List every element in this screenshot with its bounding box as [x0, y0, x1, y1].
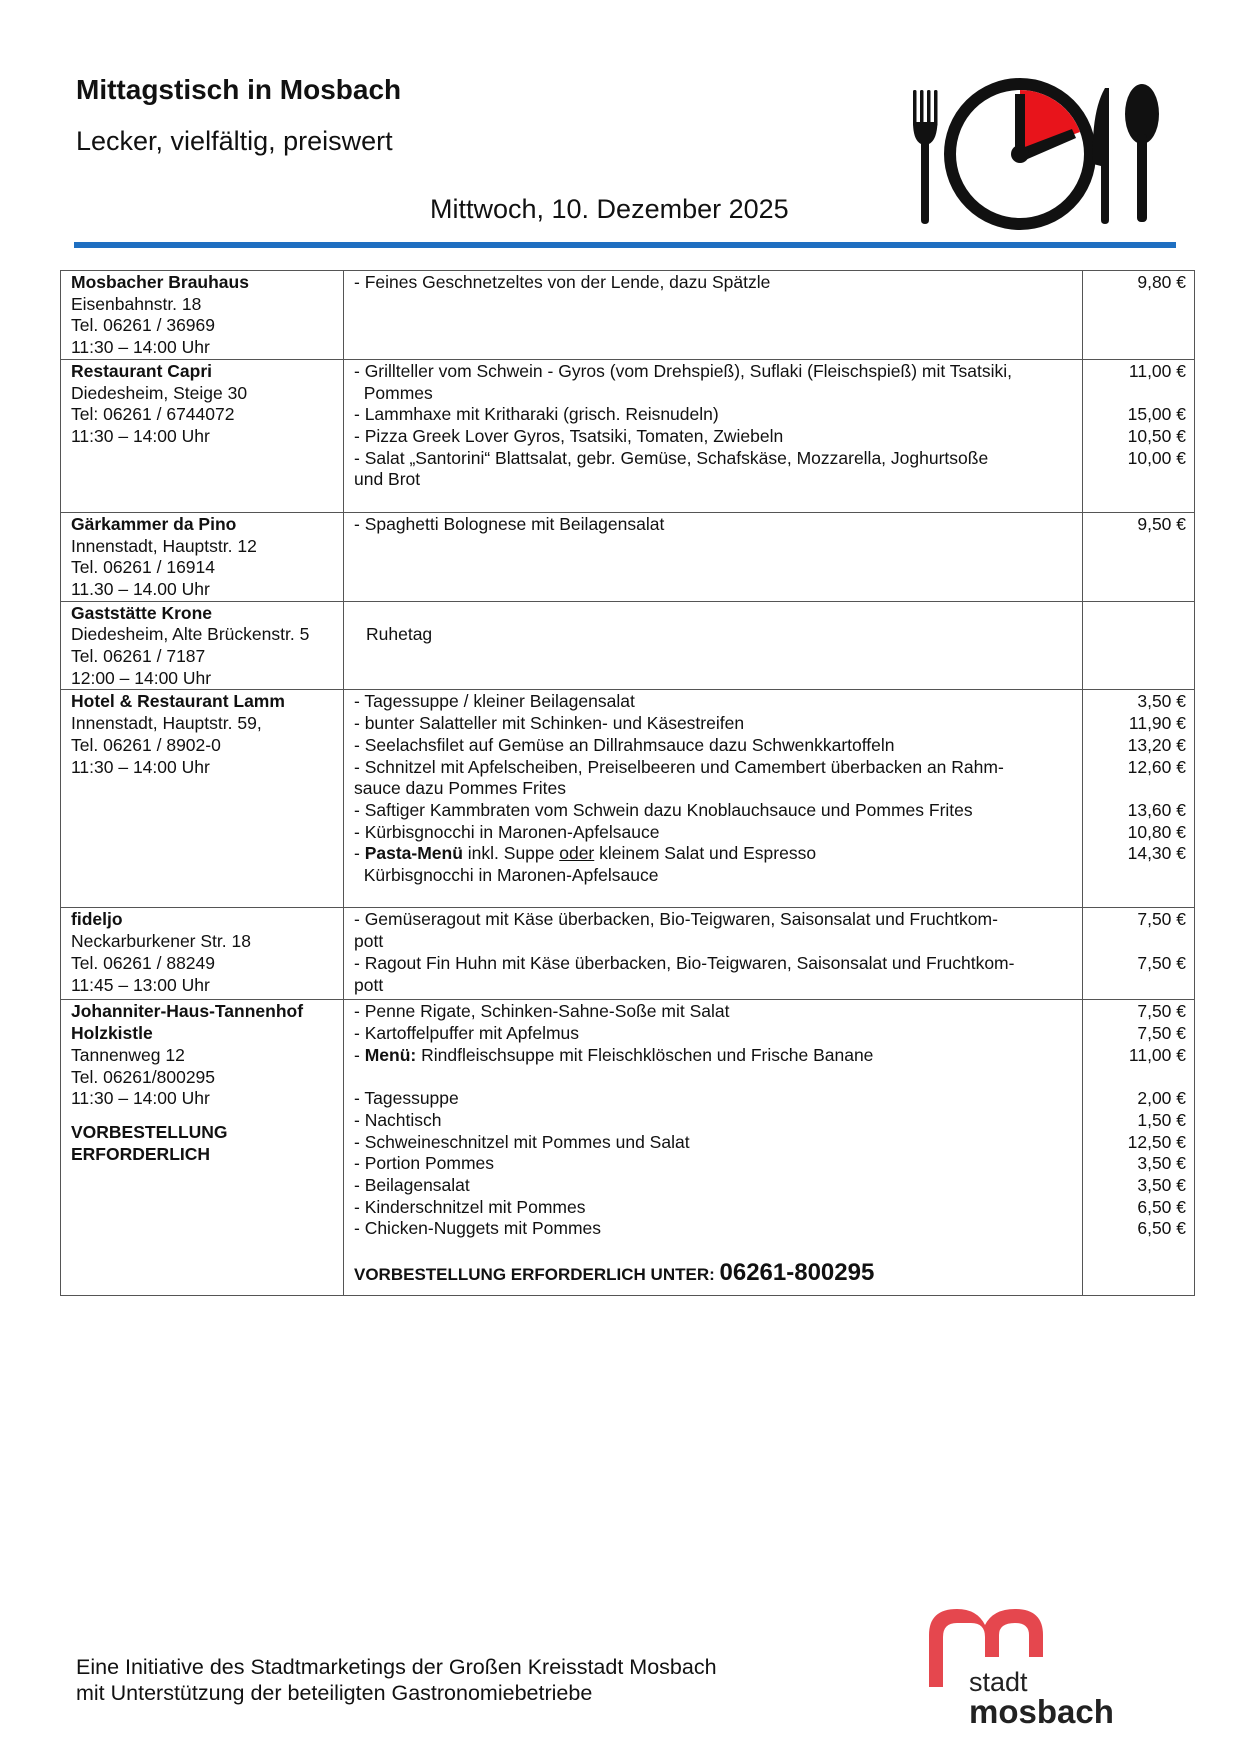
- dish-item: - Ragout Fin Huhn mit Käse überbacken, Bio-Teigwaren, Saisonsalat und Fruchtkom-: [354, 952, 1015, 973]
- ruhetag-label: Ruhetag: [366, 623, 433, 644]
- table-row: [61, 1000, 1195, 1296]
- restaurant-name: Mosbacher Brauhaus: [71, 272, 249, 292]
- footer-line: Eine Initiative des Stadtmarketings der Großen Kreisstadt Mosbach: [76, 1655, 717, 1679]
- price-cell: [1083, 601, 1195, 690]
- restaurant-name-line2: Holzkistle: [71, 1023, 153, 1044]
- fork-icon: [913, 90, 938, 224]
- stadt-mosbach-logo: [925, 1605, 1135, 1730]
- preorder-phone-note: [354, 1259, 1074, 1287]
- restaurant-hours: 11:30 – 14:00 Uhr: [71, 756, 210, 777]
- restaurant-address: Eisenbahnstr. 18: [71, 293, 202, 314]
- restaurant-name: Johanniter-Haus-Tannenhof: [71, 1001, 304, 1022]
- price-cell: [1083, 359, 1195, 512]
- restaurant-hours: 11:30 – 14:00 Uhr: [71, 337, 210, 358]
- dish-item: - Tagessuppe: [354, 1088, 459, 1109]
- page-subtitle: Lecker, vielfältig, preiswert: [76, 126, 393, 156]
- knife-icon: [1093, 88, 1109, 224]
- dish-price: 6,50 €: [1137, 1196, 1186, 1217]
- restaurant-name: Restaurant Capri: [71, 360, 213, 381]
- dish-item: - Lammhaxe mit Kritharaki (grisch. Reisnudeln): [354, 404, 719, 425]
- price-spacer: [1093, 778, 1186, 800]
- dish-price: 1,50 €: [1137, 1109, 1186, 1130]
- dish-item: - bunter Salatteller mit Schinken- und Käsestreifen: [354, 713, 745, 734]
- dish-item: - Spaghetti Bolognese mit Beilagensalat: [354, 513, 665, 534]
- dish-price: 3,50 €: [1137, 1175, 1186, 1196]
- restaurant-address: Neckarburkener Str. 18: [71, 931, 251, 952]
- preorder-note: VORBESTELLUNG: [71, 1121, 228, 1142]
- restaurant-phone: Tel. 06261 / 16914: [71, 557, 216, 578]
- dish-item-continued: und Brot: [354, 469, 421, 490]
- restaurant-name: Gärkammer da Pino: [71, 513, 237, 534]
- dish-cell: [344, 271, 1083, 360]
- footer-line: mit Unterstützung der beteiligten Gastronomiebetriebe: [76, 1681, 593, 1705]
- restaurant-phone: Tel. 06261 / 88249: [71, 952, 216, 973]
- restaurant-name: Hotel & Restaurant Lamm: [71, 691, 285, 712]
- dish-price: 13,20 €: [1127, 734, 1186, 755]
- dish-price: 10,50 €: [1127, 425, 1186, 446]
- price-cell: [1083, 690, 1195, 908]
- lunch-clock-logo: [905, 72, 1175, 242]
- dish-cell: [344, 359, 1083, 512]
- dish-item: - Feines Geschnetzeltes von der Lende, dazu Spätzle: [354, 272, 771, 292]
- dish-item: - Chicken-Nuggets mit Pommes: [354, 1218, 602, 1239]
- dish-price: 15,00 €: [1127, 404, 1186, 425]
- dish-price: 10,00 €: [1127, 447, 1186, 468]
- dish-price: 9,80 €: [1137, 272, 1186, 292]
- restaurant-address: Innenstadt, Hauptstr. 12: [71, 535, 257, 556]
- dish-item-continued: pott: [354, 931, 384, 952]
- price-spacer: [1093, 1067, 1186, 1089]
- footer-text: [76, 1654, 717, 1706]
- dish-item: - Gemüseragout mit Käse überbacken, Bio-Teigwaren, Saisonsalat und Fruchtkom-: [354, 909, 998, 930]
- dish-cell: [344, 1000, 1083, 1296]
- table-row: [61, 359, 1195, 512]
- preorder-number: 06261-800295: [719, 1259, 875, 1287]
- restaurant-cell: [61, 512, 344, 601]
- price-spacer: [1093, 383, 1186, 405]
- dish-item: - Saftiger Kammbraten vom Schwein dazu Knoblauchsauce und Pommes Frites: [354, 799, 973, 820]
- dish-item: - Salat „Santorini“ Blattsalat, gebr. Gemüse, Schafskäse, Mozzarella, Joghurtsoße: [354, 447, 989, 468]
- dish-price: 13,60 €: [1127, 799, 1186, 820]
- dish-price: 9,50 €: [1137, 513, 1186, 534]
- dish-price: 14,30 €: [1127, 843, 1186, 864]
- dish-item-continued: Pommes: [354, 382, 433, 403]
- dish-item-continued: sauce dazu Pommes Frites: [354, 778, 567, 799]
- page-title: Mittagstisch in Mosbach: [76, 74, 402, 105]
- menu-item: - Menü: Rindfleischsuppe mit Fleischklöschen und Frische Banane: [354, 1044, 874, 1065]
- dish-item: - Kürbisgnocchi in Maronen-Apfelsauce: [354, 821, 660, 842]
- pasta-prefix: -: [354, 843, 365, 864]
- dish-item: - Beilagensalat: [354, 1175, 470, 1196]
- price-cell: [1083, 271, 1195, 360]
- restaurant-address: Diedesheim, Alte Brückenstr. 5: [71, 624, 310, 645]
- dish-item: - Grillteller vom Schwein - Gyros (vom Drehspieß), Suflaki (Fleischspieß) mit Tsatsiki,: [354, 360, 1013, 381]
- restaurant-cell: [61, 359, 344, 512]
- logo-word-mosbach: mosbach: [969, 1693, 1114, 1730]
- restaurant-cell: [61, 1000, 344, 1296]
- dish-price: 3,50 €: [1137, 1153, 1186, 1174]
- restaurant-name: fideljo: [71, 909, 123, 930]
- table-row: [61, 908, 1195, 1000]
- dish-price: 7,50 €: [1137, 1001, 1186, 1022]
- page-date: Mittwoch, 10. Dezember 2025: [430, 194, 789, 224]
- pasta-menu-item: [354, 843, 1074, 865]
- restaurant-phone: Tel. 06261 / 7187: [71, 646, 206, 667]
- menu-label: Menü:: [364, 1044, 417, 1065]
- table-row: [61, 690, 1195, 908]
- preorder-label: VORBESTELLUNG ERFORDERLICH UNTER:: [354, 1265, 720, 1285]
- restaurant-hours: 11:30 – 14:00 Uhr: [71, 1088, 210, 1109]
- table-row: [61, 512, 1195, 601]
- dish-item: - Seelachsfilet auf Gemüse an Dillrahmsauce dazu Schwenkkartoffeln: [354, 734, 895, 755]
- dish-cell: [344, 601, 1083, 690]
- restaurant-hours: 11:45 – 13:00 Uhr: [71, 974, 210, 995]
- restaurant-address: Tannenweg 12: [71, 1044, 185, 1065]
- restaurant-hours: 12:00 – 14:00 Uhr: [71, 667, 212, 688]
- dish-price: 11,00 €: [1128, 360, 1186, 381]
- dish-price: 7,50 €: [1137, 952, 1186, 973]
- restaurant-phone: Tel: 06261 / 6744072: [71, 404, 235, 425]
- dish-item: - Kartoffelpuffer mit Apfelmus: [354, 1023, 580, 1044]
- dish-item: - Tagessuppe / kleiner Beilagensalat: [354, 691, 635, 712]
- logo-word-stadt: stadt: [969, 1667, 1028, 1697]
- restaurant-hours: 11.30 – 14.00 Uhr: [71, 578, 210, 599]
- pasta-oder: oder: [559, 843, 595, 864]
- restaurant-cell: [61, 908, 344, 1000]
- restaurant-cell: [61, 690, 344, 908]
- restaurant-phone: Tel. 06261 / 8902-0: [71, 734, 221, 755]
- dish-spacer: [354, 1067, 1074, 1089]
- dish-cell: [344, 908, 1083, 1000]
- dish-item-continued: pott: [354, 974, 384, 995]
- spoon-icon: [1125, 84, 1159, 222]
- preorder-note: ERFORDERLICH: [71, 1143, 211, 1164]
- restaurant-address: Innenstadt, Hauptstr. 59,: [71, 713, 262, 734]
- table-row: [61, 271, 1195, 360]
- dish-item: - Nachtisch: [354, 1109, 442, 1130]
- dish-item-continued: Kürbisgnocchi in Maronen-Apfelsauce: [354, 865, 659, 886]
- dish-cell: [344, 512, 1083, 601]
- dish-price: 7,50 €: [1137, 909, 1186, 930]
- price-cell: [1083, 908, 1195, 1000]
- dish-item: - Penne Rigate, Schinken-Sahne-Soße mit Salat: [354, 1001, 730, 1022]
- menu-text: Rindfleischsuppe mit Fleischklöschen und Frische Banane: [416, 1044, 874, 1065]
- dish-item: - Portion Pommes: [354, 1153, 495, 1174]
- menu-table: [60, 270, 1195, 1296]
- header-rule: [74, 242, 1176, 248]
- restaurant-phone: Tel. 06261 / 36969: [71, 315, 216, 336]
- dish-item: - Schweineschnitzel mit Pommes und Salat: [354, 1131, 690, 1152]
- price-spacer: [1093, 931, 1186, 953]
- pasta-text: kleinem Salat und Espresso: [594, 843, 817, 864]
- dish-price: 11,00 €: [1128, 1044, 1186, 1065]
- dish-item: - Kinderschnitzel mit Pommes: [354, 1196, 586, 1217]
- dish-price: 12,50 €: [1127, 1131, 1186, 1152]
- dish-price: 3,50 €: [1137, 691, 1186, 712]
- pasta-menu-label: Pasta-Menü: [364, 843, 463, 864]
- table-row: [61, 601, 1195, 690]
- dish-price: 11,90 €: [1128, 713, 1186, 734]
- restaurant-hours: 11:30 – 14:00 Uhr: [71, 425, 210, 446]
- clock-icon: [950, 84, 1090, 224]
- dish-item: - Schnitzel mit Apfelscheiben, Preiselbeeren und Camembert überbacken an Rahm-: [354, 756, 1004, 777]
- dish-price: 10,80 €: [1127, 821, 1186, 842]
- pasta-text: inkl. Suppe: [462, 843, 560, 864]
- price-cell: [1083, 1000, 1195, 1296]
- restaurant-cell: [61, 601, 344, 690]
- dish-price: 6,50 €: [1137, 1218, 1186, 1239]
- dish-price: 12,60 €: [1127, 756, 1186, 777]
- restaurant-cell: [61, 271, 344, 360]
- price-cell: [1083, 512, 1195, 601]
- dish-price: 7,50 €: [1137, 1023, 1186, 1044]
- restaurant-address: Diedesheim, Steige 30: [71, 382, 248, 403]
- restaurant-phone: Tel. 06261/800295: [71, 1066, 216, 1087]
- dish-cell: [344, 690, 1083, 908]
- restaurant-name: Gaststätte Krone: [71, 602, 213, 623]
- dish-price: 2,00 €: [1137, 1088, 1186, 1109]
- dish-item: - Pizza Greek Lover Gyros, Tsatsiki, Tomaten, Zwiebeln: [354, 425, 784, 446]
